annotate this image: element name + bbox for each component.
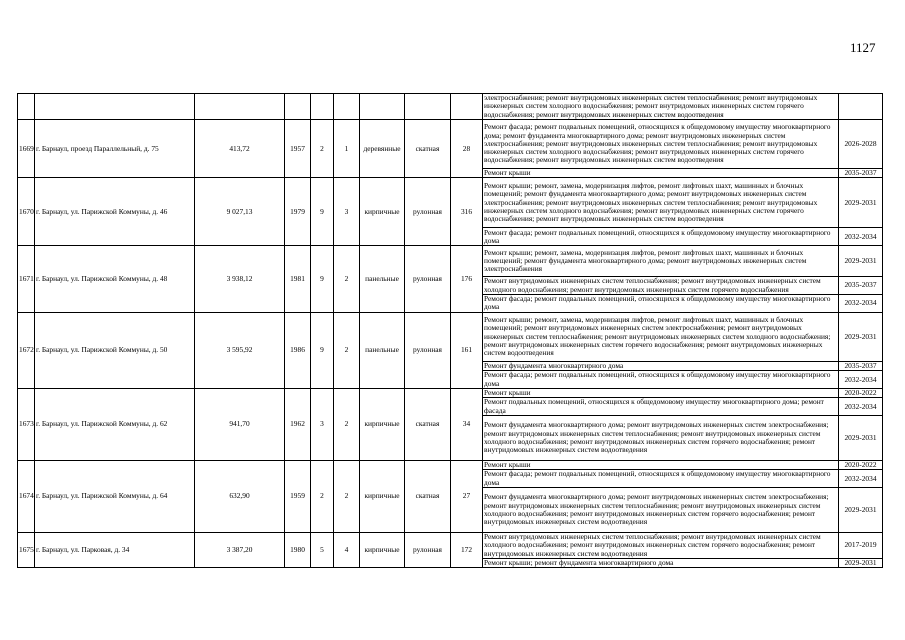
cell-row-number: 1675 [18, 532, 35, 567]
table-row [18, 461, 883, 470]
cell-build-year: 1980 [285, 532, 311, 567]
cell-wall-material: кирпичные [360, 532, 405, 567]
cell-apartments: 161 [451, 312, 483, 388]
cell-wall-material: панельные [360, 246, 405, 313]
cell-wall-material: деревянные [360, 120, 405, 178]
cell-period [839, 94, 883, 120]
cell-address [35, 94, 195, 120]
cell-row-number: 1671 [18, 246, 35, 313]
cell-roof-type: рулонная [405, 246, 451, 313]
cell-roof-type: рулонная [405, 178, 451, 246]
cell-work-type: Ремонт фасада; ремонт подвальных помещений, относящихся к общедомовому имуществу многоквартирного дома; ремонт фундамента многоквартирного дома; ремонт внутридомовых инженерных систем электроснабжения; ремонт внутридомовых инженерных систем теплоснабжения; ремонт внутридомовых инженерных систем холодного водоснабжения; ремонт внутридомовых инженерных систем горячего водоснабжения; ремонт внутридомовых инженерных систем водоотведения [483, 120, 839, 169]
cell-period: 2029-2031 [839, 312, 883, 361]
cell-floors: 3 [311, 389, 334, 461]
table-body [18, 94, 883, 568]
cell-entrances: 2 [334, 461, 360, 533]
cell-work-type: Ремонт фундамента многоквартирного дома; ремонт внутридомовых инженерных систем электроснабжения; ремонт внутридомовых инженерных систем теплоснабжения; ремонт внутридомовых инженерных систем холодного водоснабжения; ремонт внутридомовых инженерных систем горячего водоснабжения; ремонт внутридомовых инженерных систем водоотведения [483, 416, 839, 461]
cell-floors [311, 94, 334, 120]
cell-total-area: 3 387,20 [195, 532, 285, 567]
cell-floors: 9 [311, 178, 334, 246]
cell-work-type: Ремонт крыши; ремонт, замена, модернизация лифтов, ремонт лифтовых шахт, машинных и блочных помещений; ремонт внутридомовых инженерных систем электроснабжения; ремонт внутридомовых инженерных систем теплоснабжения; ремонт внутридомовых инженерных систем холодного водоснабжения; ремонт внутридомовых инженерных систем горячего водоснабжения; ремонт внутридомовых инженерных систем водоотведения [483, 312, 839, 361]
cell-work-type: Ремонт фасада; ремонт подвальных помещений, относящихся к общедомовому имуществу многоквартирного дома [483, 228, 839, 246]
cell-entrances: 2 [334, 246, 360, 313]
table-row [18, 178, 883, 228]
cell-total-area: 9 027,13 [195, 178, 285, 246]
cell-row-number: 1672 [18, 312, 35, 388]
cell-work-type: Ремонт фасада; ремонт подвальных помещений, относящихся к общедомовому имуществу многоквартирного дома [483, 470, 839, 488]
cell-period: 2035-2037 [839, 361, 883, 370]
cell-entrances: 3 [334, 178, 360, 246]
cell-roof-type: скатная [405, 120, 451, 178]
cell-build-year [285, 94, 311, 120]
cell-work-type: Ремонт фасада; ремонт подвальных помещений, относящихся к общедомовому имуществу многоквартирного дома [483, 294, 839, 312]
cell-period: 2029-2031 [839, 416, 883, 461]
capital-repair-table [17, 93, 883, 568]
cell-period: 2017-2019 [839, 532, 883, 558]
cell-roof-type [405, 94, 451, 120]
cell-period: 2035-2037 [839, 169, 883, 178]
cell-roof-type: рулонная [405, 312, 451, 388]
cell-apartments: 34 [451, 389, 483, 461]
cell-build-year: 1986 [285, 312, 311, 388]
cell-total-area: 632,90 [195, 461, 285, 533]
page-number: 1127 [850, 40, 876, 55]
cell-floors: 2 [311, 461, 334, 533]
cell-address: г. Барнаул, ул. Парижской Коммуны, д. 46 [35, 178, 195, 246]
cell-wall-material: кирпичные [360, 461, 405, 533]
cell-work-type: Ремонт фундамента многоквартирного дома [483, 361, 839, 370]
table-row [18, 532, 883, 558]
cell-period: 2029-2031 [839, 558, 883, 567]
cell-apartments: 172 [451, 532, 483, 567]
cell-entrances: 2 [334, 389, 360, 461]
cell-address: г. Барнаул, ул. Парижской Коммуны, д. 64 [35, 461, 195, 533]
cell-entrances: 4 [334, 532, 360, 567]
cell-roof-type: рулонная [405, 532, 451, 567]
cell-work-type: Ремонт фасада; ремонт подвальных помещений, относящихся к общедомовому имуществу многоквартирного дома [483, 371, 839, 389]
table-row [18, 246, 883, 277]
cell-apartments: 176 [451, 246, 483, 313]
cell-floors: 2 [311, 120, 334, 178]
cell-address: г. Барнаул, проезд Параллельный, д. 75 [35, 120, 195, 178]
cell-address: г. Барнаул, ул. Парижской Коммуны, д. 50 [35, 312, 195, 388]
cell-work-type: Ремонт внутридомовых инженерных систем теплоснабжения; ремонт внутридомовых инженерных систем холодного водоснабжения; ремонт внутридомовых инженерных систем горячего водоснабжения [483, 277, 839, 295]
cell-entrances [334, 94, 360, 120]
cell-period: 2032-2034 [839, 470, 883, 488]
cell-row-number: 1670 [18, 178, 35, 246]
cell-work-type: Ремонт крыши [483, 461, 839, 470]
cell-row-number: 1669 [18, 120, 35, 178]
cell-roof-type: скатная [405, 461, 451, 533]
cell-period: 2020-2022 [839, 389, 883, 398]
cell-build-year: 1981 [285, 246, 311, 313]
cell-address: г. Барнаул, ул. Парижской Коммуны, д. 48 [35, 246, 195, 313]
cell-entrances: 1 [334, 120, 360, 178]
cell-period: 2032-2034 [839, 228, 883, 246]
cell-period: 2035-2037 [839, 277, 883, 295]
cell-build-year: 1962 [285, 389, 311, 461]
cell-period: 2032-2034 [839, 398, 883, 416]
cell-total-area: 3 595,92 [195, 312, 285, 388]
cell-period: 2032-2034 [839, 294, 883, 312]
cell-work-type: Ремонт крыши [483, 389, 839, 398]
cell-apartments [451, 94, 483, 120]
cell-floors: 9 [311, 312, 334, 388]
cell-work-type: Ремонт крыши; ремонт, замена, модернизация лифтов, ремонт лифтовых шахт, машинных и блочных помещений; ремонт фундамента многоквартирного дома; ремонт внутридомовых инженерных систем электроснабжения [483, 246, 839, 277]
cell-wall-material: кирпичные [360, 178, 405, 246]
cell-work-type: электроснабжения; ремонт внутридомовых инженерных систем теплоснабжения; ремонт внутридомовых инженерных систем холодного водоснабжения; ремонт внутридомовых инженерных систем горячего водоснабжения; ремонт внутридомовых инженерных систем водоотведения [483, 94, 839, 120]
cell-row-number: 1673 [18, 389, 35, 461]
cell-period: 2032-2034 [839, 371, 883, 389]
cell-wall-material: кирпичные [360, 389, 405, 461]
cell-apartments: 28 [451, 120, 483, 178]
cell-period: 2029-2031 [839, 487, 883, 532]
cell-period: 2029-2031 [839, 246, 883, 277]
cell-wall-material [360, 94, 405, 120]
cell-total-area: 413,72 [195, 120, 285, 178]
cell-period: 2026-2028 [839, 120, 883, 169]
cell-apartments: 27 [451, 461, 483, 533]
cell-wall-material: панельные [360, 312, 405, 388]
cell-apartments: 316 [451, 178, 483, 246]
cell-row-number: 1674 [18, 461, 35, 533]
cell-address: г. Барнаул, ул. Парковая, д. 34 [35, 532, 195, 567]
cell-total-area [195, 94, 285, 120]
cell-roof-type: скатная [405, 389, 451, 461]
cell-work-type: Ремонт крыши; ремонт, замена, модернизация лифтов, ремонт лифтовых шахт, машинных и блочных помещений; ремонт фундамента многоквартирного дома; ремонт внутридомовых инженерных систем электроснабжения; ремонт внутридомовых инженерных систем теплоснабжения; ремонт внутридомовых инженерных систем холодного водоснабжения; ремонт внутридомовых инженерных систем горячего водоснабжения; ремонт внутридомовых инженерных систем водоотведения [483, 178, 839, 228]
cell-build-year: 1957 [285, 120, 311, 178]
cell-floors: 5 [311, 532, 334, 567]
cell-entrances: 2 [334, 312, 360, 388]
table-row [18, 94, 883, 120]
cell-work-type: Ремонт подвальных помещений, относящихся к общедомовому имуществу многоквартирного дома; ремонт фасада [483, 398, 839, 416]
cell-period: 2029-2031 [839, 178, 883, 228]
cell-row-number [18, 94, 35, 120]
cell-build-year: 1979 [285, 178, 311, 246]
cell-floors: 9 [311, 246, 334, 313]
table-row [18, 389, 883, 398]
table-row [18, 120, 883, 169]
cell-address: г. Барнаул, ул. Парижской Коммуны, д. 62 [35, 389, 195, 461]
cell-period: 2020-2022 [839, 461, 883, 470]
cell-build-year: 1959 [285, 461, 311, 533]
cell-work-type: Ремонт внутридомовых инженерных систем теплоснабжения; ремонт внутридомовых инженерных систем холодного водоснабжения; ремонт внутридомовых инженерных систем горячего водоснабжения; ремонт внутридомовых инженерных систем водоотведения [483, 532, 839, 558]
cell-work-type: Ремонт крыши; ремонт фундамента многоквартирного дома [483, 558, 839, 567]
table-row [18, 312, 883, 361]
cell-total-area: 3 938,12 [195, 246, 285, 313]
cell-work-type: Ремонт фундамента многоквартирного дома; ремонт внутридомовых инженерных систем электроснабжения; ремонт внутридомовых инженерных систем теплоснабжения; ремонт внутридомовых инженерных систем холодного водоснабжения; ремонт внутридомовых инженерных систем горячего водоснабжения; ремонт внутридомовых инженерных систем водоотведения [483, 487, 839, 532]
cell-work-type: Ремонт крыши [483, 169, 839, 178]
cell-total-area: 941,70 [195, 389, 285, 461]
